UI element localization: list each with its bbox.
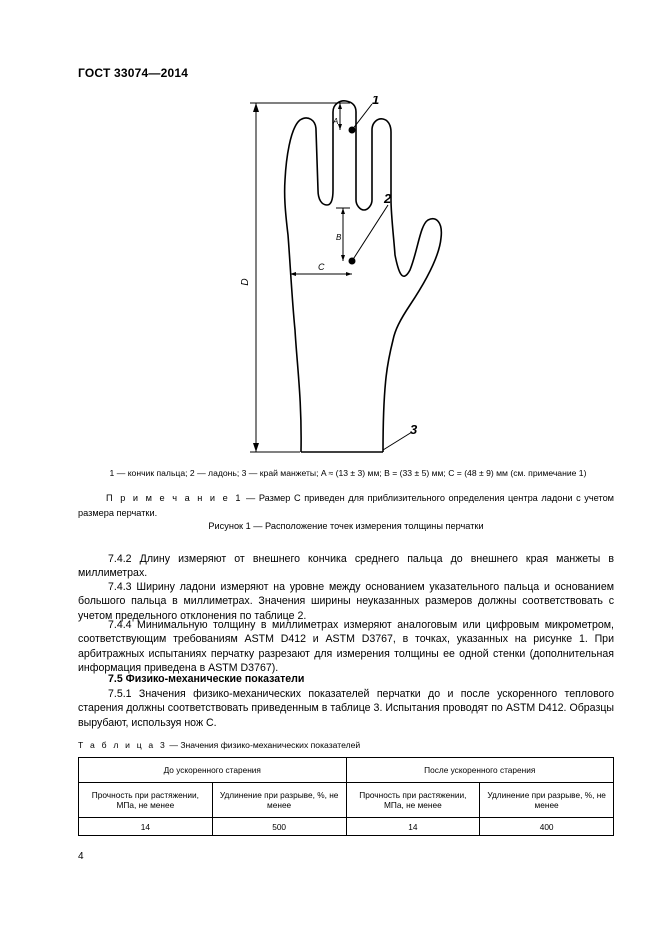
header-after-aging: После ускоренного старения	[346, 758, 614, 783]
properties-table	[78, 757, 614, 836]
label-a: A	[333, 117, 339, 126]
section-heading-7-5: 7.5 Физико-механические показатели	[108, 673, 305, 685]
note-label: П р и м е ч а н и е 1	[106, 493, 243, 503]
label-point-1: 1	[372, 96, 380, 107]
table-caption	[78, 740, 360, 750]
figure-legend: 1 — кончик пальца; 2 — ладонь; 3 — край манжеты; A ≈ (13 ± 3) мм; B = (33 ± 5) мм; C = (48 ± 9) мм (см. примечание 1)	[109, 468, 587, 478]
header-before-aging: До ускоренного старения	[79, 758, 347, 783]
paragraph-7-5-1: 7.5.1 Значения физико-механических показателей перчатки до и после ускоренного теплового старения должны соответствовать приведенным в таблице 3. Испытания проводят по ASTM D412. Образцы вырубают, используя нож C.	[78, 688, 614, 729]
paragraph-7-4-2: 7.4.2 Длину измеряют от внешнего кончика среднего пальца до внешнего края манжеты в миллиметрах.	[78, 553, 614, 580]
document-header: ГОСТ 33074—2014	[78, 66, 189, 80]
paragraph-7-4-4: 7.4.4 Минимальную толщину в миллиметрах измеряют аналоговым или цифровым микрометром, соответствующим требованиям ASTM D412 и ASTM D3767, в точках, указанных на рисунке 1. При арбитражных испытаниях перчатку разрезают для измерения толщины ее одной стенки (дополнительная информация приведена в ASTM D3767).	[78, 619, 614, 674]
value-elongation-before: 500	[212, 818, 346, 836]
value-elongation-after: 400	[480, 818, 614, 836]
glove-outline	[285, 101, 442, 452]
glove-diagram	[230, 96, 450, 462]
label-point-3: 3	[410, 422, 418, 437]
col-strength-after: Прочность при растяжении, МПа, не менее	[346, 783, 480, 818]
table-caption-label: Т а б л и ц а 3	[78, 740, 167, 750]
page-number: 4	[78, 851, 84, 862]
label-b: B	[336, 233, 342, 242]
col-strength-before: Прочность при растяжении, МПа, не менее	[79, 783, 213, 818]
value-strength-before: 14	[79, 818, 213, 836]
note-text: — Размер C приведен для приблизительного определения центра ладони с учетом размера перчатки.	[78, 493, 615, 518]
col-elongation-after: Удлинение при разрыве, %, не менее	[480, 783, 614, 818]
label-d: D	[240, 278, 251, 286]
col-elongation-before: Удлинение при разрыве, %, не менее	[212, 783, 346, 818]
paragraph-7-4-3: 7.4.3 Ширину ладони измеряют на уровне между основанием указательного пальца и основанием большого пальца в миллиметрах. Значения ширины неуказанных размеров должны соответствовать с учетом предельного отклонения по таблице 2.	[78, 581, 614, 622]
value-strength-after: 14	[346, 818, 480, 836]
label-c: C	[318, 262, 325, 272]
figure-caption: Рисунок 1 — Расположение точек измерения толщины перчатки	[208, 521, 484, 531]
figure-note	[78, 491, 614, 521]
label-point-2: 2	[384, 191, 392, 206]
table-caption-text: — Значения физико-механических показателей	[166, 740, 361, 750]
